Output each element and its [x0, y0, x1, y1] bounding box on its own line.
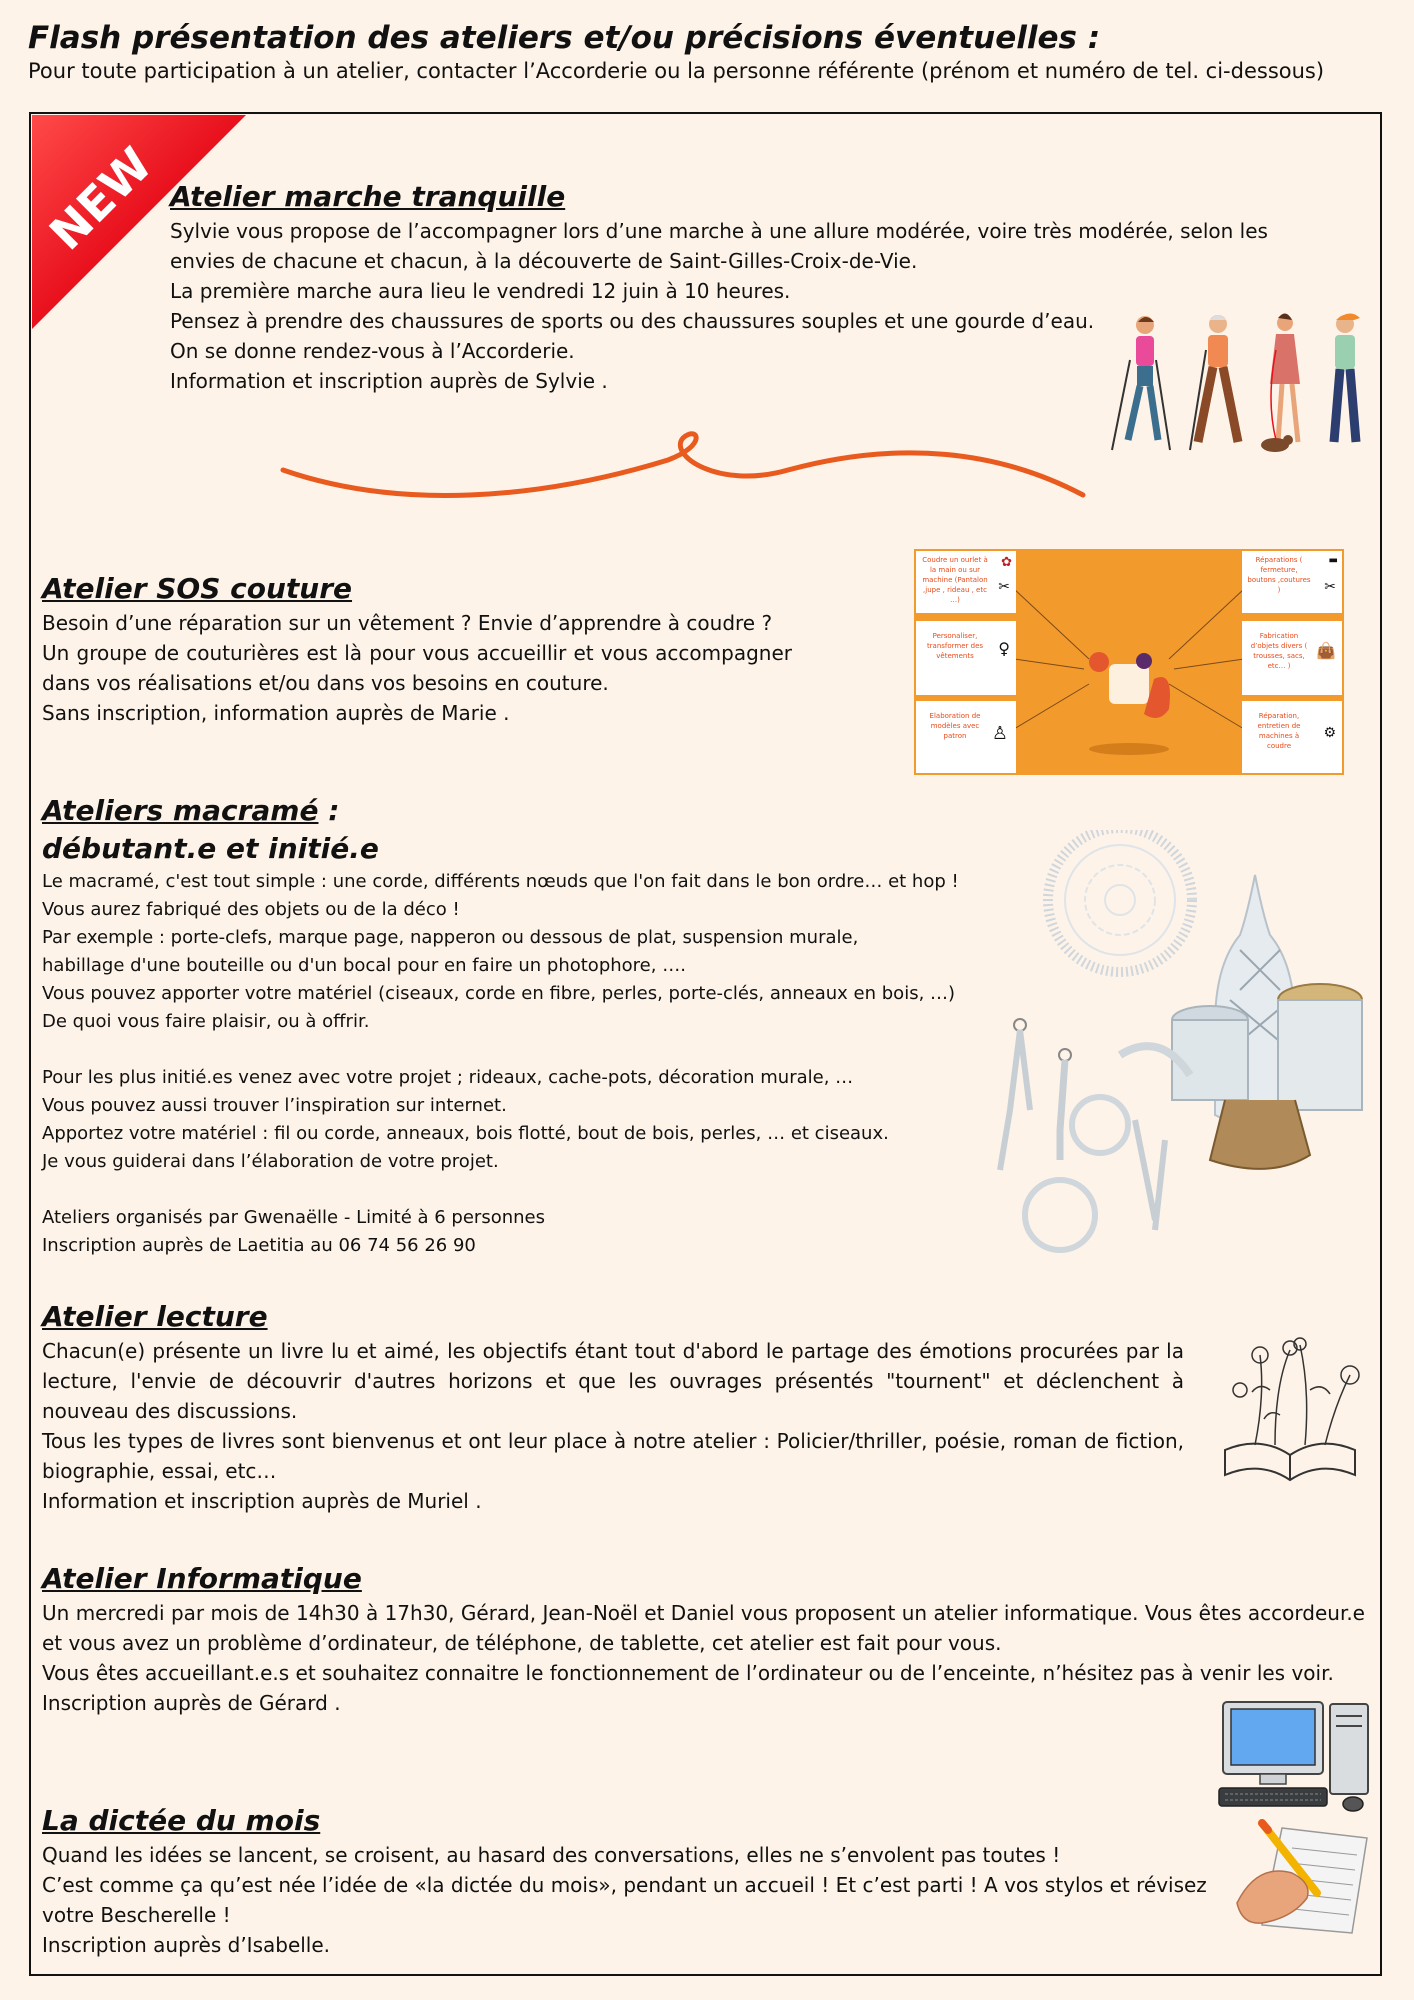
text-line: Vous pouvez aussi trouver l’inspiration sur internet. — [42, 1094, 507, 1116]
text-paragraph: Un mercredi par mois de 14h30 à 17h30, Gérard, Jean-Noël et Daniel vous proposent un atelier informatique. Vous êtes accordeur.e et vous avez un problème d’ordinateur, de téléphone, de tablette, cet atelier est fait pour vous. — [42, 1600, 1365, 1655]
book-flowers-illustration — [1215, 1330, 1365, 1494]
section-body — [42, 608, 792, 728]
text-line: Information et inscription auprès de Sylvie . — [170, 368, 608, 393]
section-title-colon: : — [318, 794, 340, 827]
section-title: La dictée du mois — [42, 1804, 321, 1837]
mannequin-icon: ♀ — [998, 639, 1010, 658]
pincushion-icon: ✿ — [1001, 555, 1012, 570]
text-line: Inscription auprès de Laetitia au 06 74 56 26 90 — [42, 1234, 476, 1256]
section-body — [42, 1598, 1365, 1718]
sewing-machine-icon: ⚙ — [1323, 725, 1336, 741]
text-line: Pensez à prendre des chaussures de sports ou des chaussures souples et une gourde d’eau. — [170, 308, 1095, 333]
tape-measure-icon: ▬ — [1328, 555, 1338, 566]
section-body — [42, 868, 1022, 1260]
needle-icon: ✂ — [998, 579, 1010, 595]
text-paragraph: Vous êtes accueillant.e.s et souhaitez connaitre le fonctionnement de l’ordinateur ou de l’enceinte, n’hésitez pas à venir les voir. — [42, 1660, 1334, 1685]
wave-divider — [278, 430, 1088, 504]
poster-card-text: Réparations ( fermeture, boutons ,coutures ) — [1247, 556, 1311, 594]
text-paragraph: Sans inscription, information auprès de Marie . — [42, 700, 510, 725]
section-title: Atelier SOS couture — [42, 572, 353, 605]
section-body — [42, 1840, 1242, 1960]
section-title: Atelier Informatique — [42, 1562, 362, 1595]
new-badge-label: NEW — [38, 136, 163, 261]
walkers-illustration — [1100, 310, 1375, 464]
poster-card — [1242, 701, 1342, 773]
bag-icon: 👜 — [1316, 641, 1336, 660]
text-line: On se donne rendez-vous à l’Accorderie. — [170, 338, 575, 363]
text-line: Pour les plus initié.es venez avec votre projet ; rideaux, cache-pots, décoration murale, … — [42, 1066, 854, 1088]
poster-card — [916, 621, 1016, 695]
section-title-main: Ateliers macramé — [42, 794, 319, 827]
text-paragraph: Besoin d’une réparation sur un vêtement ? Envie d’apprendre à coudre ? — [42, 610, 773, 635]
poster-card — [916, 551, 1016, 613]
poster-card — [1242, 621, 1342, 695]
text-paragraph: Information et inscription auprès de Muriel . — [42, 1488, 482, 1513]
section-title: Atelier marche tranquille — [170, 180, 566, 213]
text-line: La première marche aura lieu le vendredi 12 juin à 10 heures. — [170, 278, 791, 303]
section-title — [42, 792, 1022, 830]
page-subtitle: Pour toute participation à un atelier, contacter l’Accorderie ou la personne référente (prénom et numéro de tel. ci-dessous) — [28, 59, 1325, 84]
section-body — [42, 1336, 1184, 1516]
dress-form-icon: ♙ — [991, 723, 1008, 744]
text-line: C’est comme ça qu’est née l’idée de «la dictée du mois», pendant un accueil ! Et c’est parti ! A vos stylos et révisez — [42, 1872, 1207, 1897]
section-title: Atelier lecture — [42, 1300, 268, 1333]
poster-card — [916, 701, 1016, 773]
poster-card-text: Personaliser, transformer des vêtements — [926, 632, 984, 660]
text-line: Le macramé, c'est tout simple : une corde, différents nœuds que l'on fait dans le bon ordre… et hop ! — [42, 870, 959, 892]
scissors-icon: ✂ — [1324, 579, 1336, 595]
macrame-illustration — [980, 830, 1380, 1274]
poster-card-text: Coudre un ourlet à la main ou sur machine (Pantalon ,jupe , rideau , etc …) — [922, 556, 988, 604]
poster-card-text: Réparation, entretien de machines à coudre — [1257, 712, 1301, 750]
text-line: Par exemple : porte-clefs, marque page, napperon ou dessous de plat, suspension murale, — [42, 926, 859, 948]
poster-card — [1242, 551, 1342, 613]
page-header — [28, 18, 1398, 85]
section-couture — [42, 570, 792, 728]
text-line: Apportez votre matériel : fil ou corde, anneaux, bois flotté, bout de bois, perles, … et ciseaux. — [42, 1122, 889, 1144]
poster-card-text: Fabrication d’objets divers ( trousses, sacs, etc… ) — [1250, 632, 1308, 670]
text-line: envies de chacune et chacun, à la découverte de Saint-Gilles-Croix-de-Vie. — [170, 248, 918, 273]
section-lecture — [42, 1298, 1184, 1516]
couture-poster — [914, 549, 1344, 775]
text-line: Quand les idées se lancent, se croisent, au hasard des conversations, elles ne s’envolent pas toutes ! — [42, 1842, 1061, 1867]
section-informatique — [42, 1560, 1365, 1718]
text-line: Sylvie vous propose de l’accompagner lors d’une marche à une allure modérée, voire très modérée, selon les — [170, 218, 1268, 243]
text-line: Je vous guiderai dans l’élaboration de votre projet. — [42, 1150, 499, 1172]
text-line: De quoi vous faire plaisir, ou à offrir. — [42, 1010, 370, 1032]
section-dictee — [42, 1802, 1242, 1960]
text-paragraph: Tous les types de livres sont bienvenus et ont leur place à notre atelier : Policier/thriller, poésie, roman de fiction, biographie, essai, etc… — [42, 1428, 1184, 1483]
text-paragraph: Un groupe de couturières est là pour vous accueillir et vous accompagner dans vos réalisations et/ou dans vos besoins en couture. — [42, 640, 792, 695]
text-line: habillage d'une bouteille ou d'un bocal pour en faire un photophore, …. — [42, 954, 686, 976]
text-line: Vous aurez fabriqué des objets ou de la déco ! — [42, 898, 460, 920]
text-paragraph: Chacun(e) présente un livre lu et aimé, les objectifs étant tout d'abord le partage des émotions procurées par la lecture, l'envie de découvrir d'autres horizons et que les ouvrages présentés "tournent" et déclenchent à nouveau des discussions. — [42, 1338, 1184, 1423]
text-line: Vous pouvez apporter votre matériel (ciseaux, corde en fibre, perles, porte-clés, anneaux en bois, …) — [42, 982, 956, 1004]
text-line: Ateliers organisés par Gwenaëlle - Limité à 6 personnes — [42, 1206, 545, 1228]
page-title: Flash présentation des ateliers et/ou précisions éventuelles : — [28, 20, 1101, 56]
writing-hand-illustration — [1232, 1818, 1382, 1942]
text-line: Inscription auprès d’Isabelle. — [42, 1932, 331, 1957]
poster-card-text: Elaboration de modèles avec patron — [929, 712, 981, 740]
text-line: votre Bescherelle ! — [42, 1902, 231, 1927]
section-subtitle: débutant.e et initié.e — [42, 831, 379, 865]
section-macrame — [42, 792, 1022, 1260]
text-paragraph: Inscription auprès de Gérard . — [42, 1690, 341, 1715]
